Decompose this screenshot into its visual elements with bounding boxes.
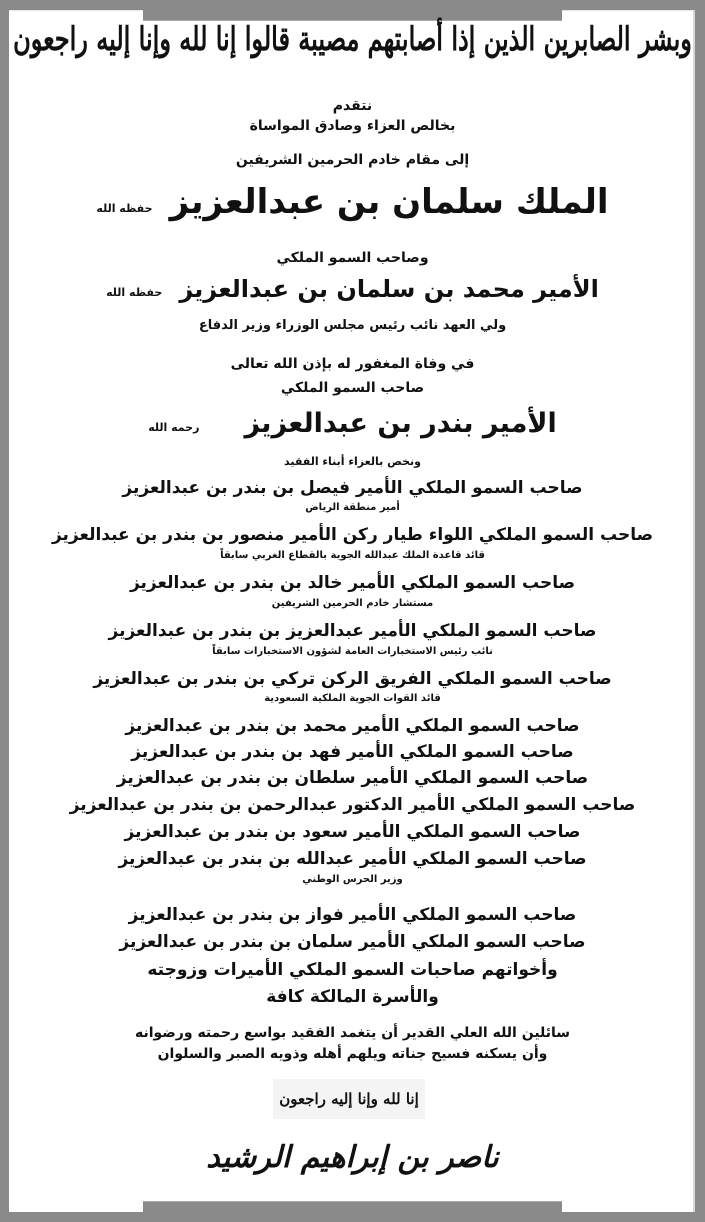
son-name: صاحب السمو الملكي الأمير الدكتور عبدالرحمن بن بندر بن عبدالعزيز [69,795,636,815]
condolence-text: بخالص العزاء وصادق المواساة [249,118,456,134]
deceased-intro: في وفاة المغفور له بإذن الله تعالى [230,356,475,372]
son-name: صاحب السمو الملكي الأمير خالد بن بندر بن عبدالعزيز [129,573,576,593]
king-honorific: حفظه الله [96,202,153,215]
son-name: صاحب السمو الملكي الأمير فهد بن بندر بن عبدالعزيز [131,742,574,762]
deceased-name: الأمير بندر بن عبدالعزيز [244,408,557,439]
sons-intro: ونخص بالعزاء أبناء الفقيد [284,455,421,468]
bottom-frame-tab [143,1201,562,1213]
son-name: صاحب السمو الملكي اللواء طيار ركن الأمير منصور بن بندر بن عبدالعزيز [51,525,654,545]
son-name: صاحب السمو الملكي الأمير سعود بن بندر بن عبدالعزيز [124,822,581,842]
son-title: قائد قاعدة الملك عبدالله الجوية بالقطاع الغربي سابقاً [220,550,485,561]
son-title: قائد القوات الجوية الملكية السعودية [264,693,441,704]
son-name: صاحب السمو الملكي الأمير عبدالله بن بندر بن عبدالعزيز [118,849,587,869]
son-title: نائب رئيس الاستخبارات العامة لشؤون الاستخبارات سابقاً [212,646,493,657]
signature: ناصر بن إبراهيم الرشيد [206,1140,499,1175]
son-name: صاحب السمو الملكي الفريق الركن تركي بن بندر بن عبدالعزيز [93,669,612,689]
quran-verse-header: وبشر الصابرين الذين إذا أصابتهم مصيبة قالوا إنا لله وإنا إليه راجعون [13,18,692,59]
son-title: مستشار خادم الحرمين الشريفين [271,598,434,609]
crown-prince-name: الأمير محمد بن سلمان بن عبدالعزيز [179,275,599,303]
prayer-line-1: سائلين الله العلي القدير أن يتغمد الفقيد بواسع رحمته ورضوانه [134,1025,571,1041]
crown-prince-honorific: حفظه الله [106,286,163,299]
son-name: صاحب السمو الملكي الأمير فيصل بن بندر بن عبدالعزيز [122,478,583,498]
crown-prince-line [0,275,705,303]
son-title: أمير منطقة الرياض [305,502,400,513]
royal-family-line: والأسرة المالكة كافة [266,987,439,1007]
prayer-line-2: وأن يسكنه فسيح جناته ويلهم أهله وذويه الصبر والسلوان [157,1046,548,1062]
son-name: صاحب السمو الملكي الأمير سلمان بن بندر بن عبدالعزيز [119,932,586,952]
deceased-honorific: رحمه الله [148,421,200,434]
crown-prince-intro: وصاحب السمو الملكي [276,250,429,266]
offer-text: نتقدم [332,98,373,114]
crown-prince-title: ولي العهد نائب رئيس مجلس الوزراء وزير الدفاع [198,318,507,333]
son-name: صاحب السمو الملكي الأمير فواز بن بندر بن عبدالعزيز [128,905,577,925]
king-name: الملك سلمان بن عبدالعزيز [169,182,609,222]
king-line [0,182,705,222]
deceased-line [0,408,705,439]
king-intro: إلى مقام خادم الحرمين الشريفين [235,152,470,168]
son-title: وزير الحرس الوطني [302,874,403,885]
son-name: صاحب السمو الملكي الأمير عبدالعزيز بن بندر بن عبدالعزيز [108,621,597,641]
sisters-line: وأخواتهم صاحبات السمو الملكي الأميرات وزوجته [147,960,558,980]
son-name: صاحب السمو الملكي الأمير سلطان بن بندر بن عبدالعزيز [116,768,589,788]
closing-verse-box: إنا لله وإنا إليه راجعون [273,1079,425,1119]
son-name: صاحب السمو الملكي الأمير محمد بن بندر بن عبدالعزيز [125,716,580,736]
deceased-rank: صاحب السمو الملكي [280,380,425,396]
